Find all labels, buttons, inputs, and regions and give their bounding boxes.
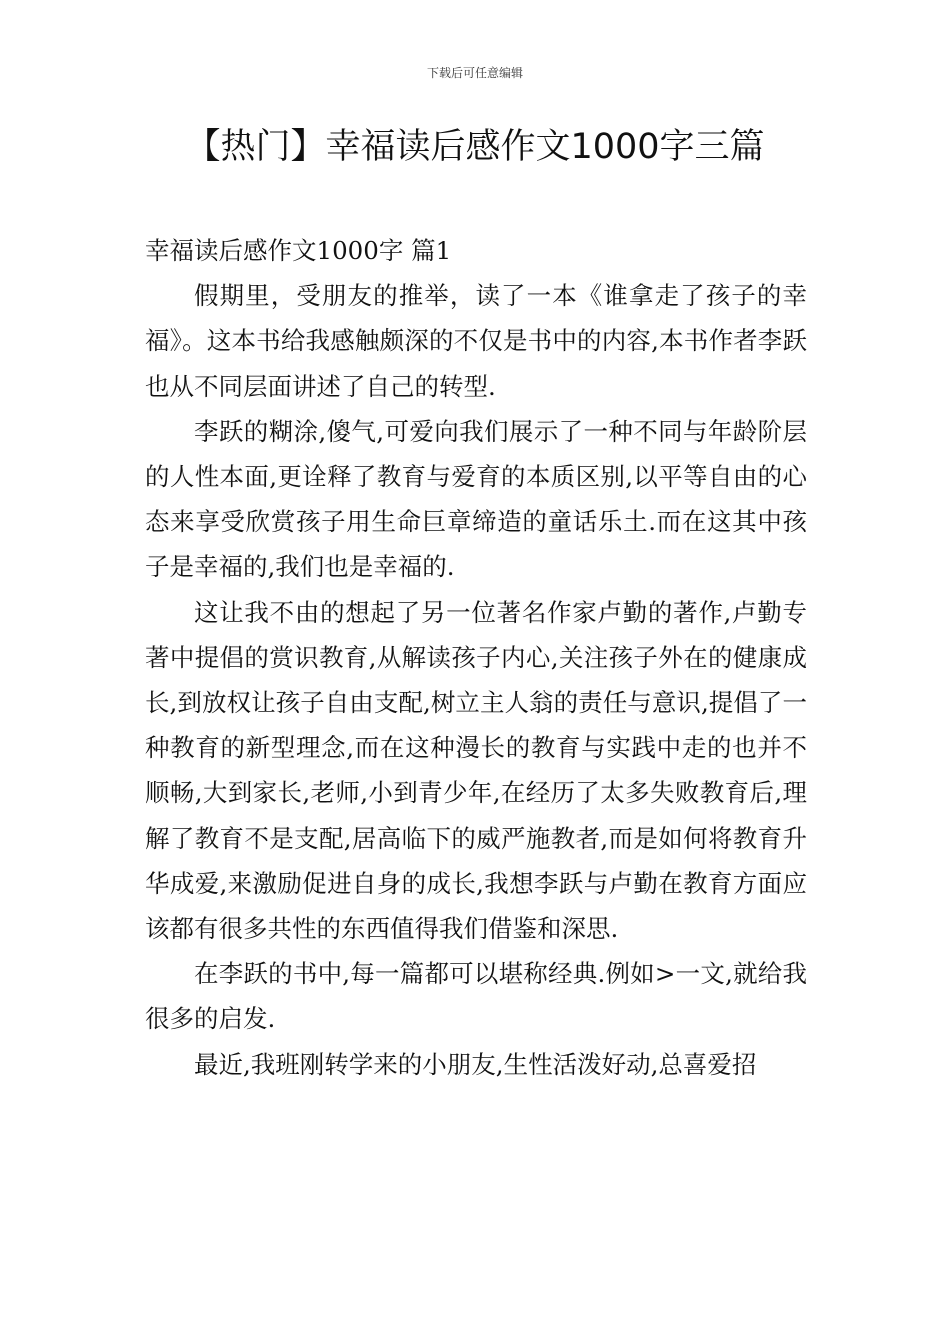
paragraph-1: 假期里，受朋友的推举，读了一本《谁拿走了孩子的幸福》。这本书给我感触颇深的不仅是书中的内容,本书作者李跃也从不同层面讲述了自己的转型. [145, 281, 807, 401]
header-note: 下载后可任意编辑 [426, 66, 523, 80]
document-body [145, 228, 807, 1087]
section-heading: 幸福读后感作文1000字 篇1 [145, 236, 452, 265]
paragraph-5: 最近,我班刚转学来的小朋友,生性活泼好动,总喜爱招 [194, 1049, 757, 1079]
document-title: 【热门】幸福读后感作文1000字三篇 [185, 127, 765, 167]
paragraph-4: 在李跃的书中,每一篇都可以堪称经典.例如>一文,就给我很多的启发. [145, 959, 807, 1034]
paragraph-3: 这让我不由的想起了另一位著名作家卢勤的著作,卢勤专著中提倡的赏识教育,从解读孩子内心,关注孩子外在的健康成长,到放权让孩子自由支配,树立主人翁的责任与意识,提倡了一种教育的新型理念,而在这种漫长的教育与实践中走的也并不顺畅,大到家长,老师,小到青少年,在经历了太多失败教育后,理解了教育不是支配,居高临下的威严施教者,而是如何将教育升华成爱,来激励促进自身的成长,我想李跃与卢勤在教育方面应该都有很多共性的东西值得我们借鉴和深思. [145, 597, 807, 944]
paragraph-2: 李跃的糊涂,傻气,可爱向我们展示了一种不同与年龄阶层的人性本面,更诠释了教育与爱育的本质区别,以平等自由的心态来享受欣赏孩子用生命巨章缔造的童话乐土.而在这其中孩子是幸福的,我们也是幸福的. [145, 416, 807, 582]
